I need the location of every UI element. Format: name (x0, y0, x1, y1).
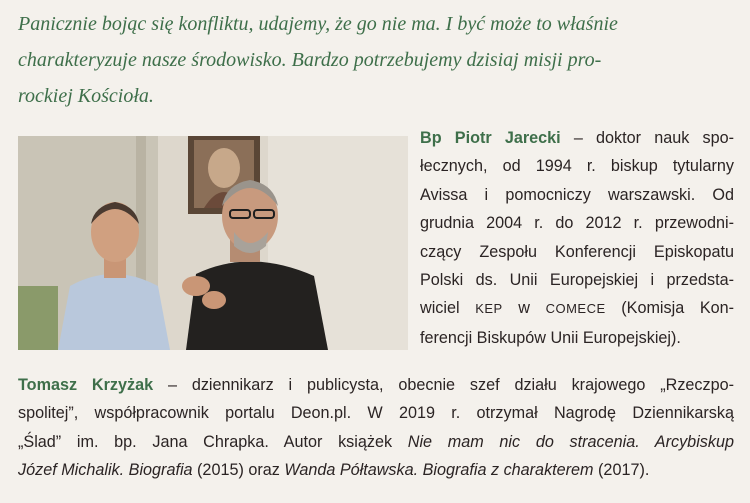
book-title-1-part-1: Nie mam nic do stracenia. Arcybiskup (407, 432, 734, 451)
pull-quote (18, 6, 732, 114)
quote-line-2: charakteryzuje nasze środowisko. Bardzo potrzebujemy dzisiaj misji pro- (18, 49, 602, 71)
book-title-2: Wanda Półtawska. Biografia z charakterem (284, 461, 594, 480)
bio-krzyzak-text-3: „Ślad” im. bp. Jana Chrapka. Autor książek (18, 432, 408, 451)
bio-jarecki-text-7c: (Komisja Kon- (605, 299, 735, 318)
bio-jarecki-line-7 (420, 294, 734, 323)
acronym-kep: KEP (475, 301, 503, 317)
bio-krzyzak-text-4b: (2017). (593, 461, 650, 480)
bio-jarecki-line-4: grudnia 2004 r. do 2012 r. przewodni- (420, 214, 734, 233)
acronym-comece: COMECE (545, 301, 606, 317)
bio-jarecki-line-3: Avissa i pomocniczy warszawski. Od (420, 185, 734, 204)
quote-line-1: Panicznie bojąc się konfliktu, udajemy, że go nie ma. I być może to właśnie (18, 13, 618, 35)
author-name-jarecki: Bp Piotr Jarecki (420, 129, 561, 147)
bio-krzyzak-text-4a: (2015) oraz (192, 461, 285, 480)
bio-jarecki-line-5: czący Zespołu Konferencji Episkopatu (420, 242, 734, 261)
bio-tomasz-krzyzak (18, 371, 734, 485)
bio-jarecki-line-6: Polski ds. Unii Europejskiej i przedsta- (420, 271, 734, 290)
bio-krzyzak-line-2: spolitej”, współpracownik portalu Deon.pl. W 2019 r. otrzymał Nagrodę Dziennikarską (18, 404, 734, 423)
bio-piotr-jarecki (420, 124, 734, 352)
bio-jarecki-line-2: łecznych, od 1994 r. biskup tytularny (420, 157, 734, 176)
quote-line-3: rockiej Kościoła. (18, 85, 154, 107)
photo-two-men-talking (18, 136, 408, 350)
bio-jarecki-text-7b: w (502, 299, 546, 318)
bio-jarecki-line-1 (420, 124, 734, 152)
bio-krzyzak-text-1: – dziennikarz i publicysta, obecnie szef działu krajowego „Rzeczpo- (153, 376, 734, 394)
bio-krzyzak-line-4 (18, 456, 734, 484)
book-title-1-part-2: Józef Michalik. Biografia (18, 461, 193, 480)
bio-krzyzak-line-1 (18, 371, 734, 399)
bio-jarecki-line-8: ferencji Biskupów Unii Europejskiej). (420, 328, 681, 347)
bio-jarecki-text-7a: wiciel (420, 299, 476, 318)
photo-illustration (18, 136, 408, 350)
author-name-krzyzak: Tomasz Krzyżak (18, 376, 154, 394)
bio-krzyzak-line-3 (18, 428, 734, 456)
bio-jarecki-text-1: – doktor nauk spo- (560, 129, 735, 147)
